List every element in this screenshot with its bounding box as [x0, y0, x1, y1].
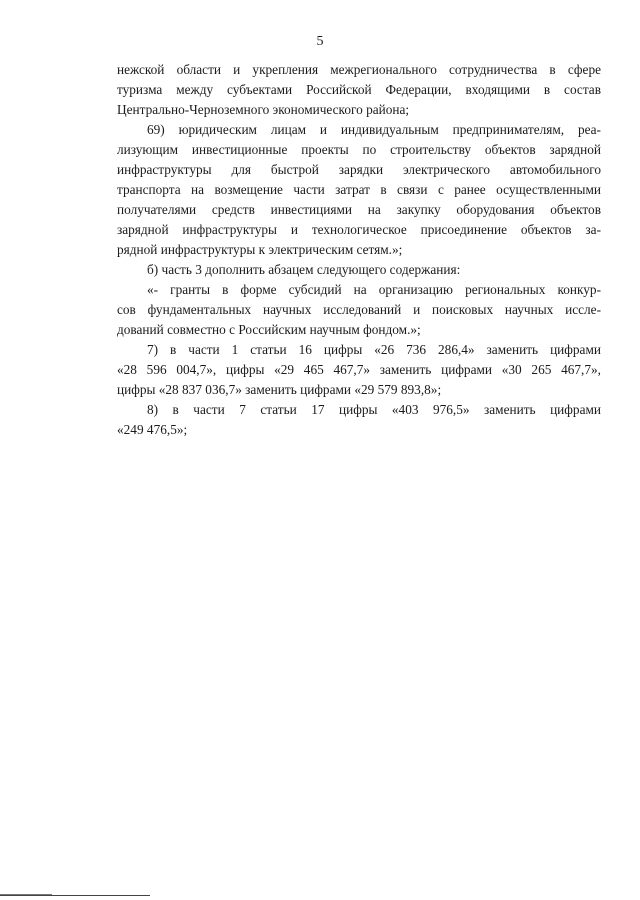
paragraph-item-b: [117, 260, 601, 280]
text-line: транспорта на возмещение части затрат в связи с ранее осуществленными: [117, 182, 601, 197]
text-line: получателями средств инвестициями на закупку оборудования объектов: [117, 202, 601, 217]
text-line: лизующим инвестиционные проекты по строительству объектов зарядной: [117, 142, 601, 157]
paragraph-continuation: [117, 60, 601, 120]
text-line: «28 596 004,7», цифры «29 465 467,7» заменить цифрами «30 265 467,7»,: [117, 362, 601, 377]
text-line: 8) в части 7 статьи 17 цифры «403 976,5» заменить цифрами: [147, 402, 601, 417]
text-line: цифры «28 837 036,7» заменить цифрами «29 579 893,8»;: [117, 382, 442, 397]
text-line: нежской области и укрепления межрегионального сотрудничества в сфере: [117, 62, 601, 77]
text-line: инфраструктуры для быстрой зарядки электрического автомобильного: [117, 162, 601, 177]
text-line: «249 476,5»;: [117, 422, 188, 437]
paragraph-item-7: [117, 340, 601, 400]
text-line: туризма между субъектами Российской Федерации, входящими в состав: [117, 82, 601, 97]
paragraph-grants-quote: [117, 280, 601, 340]
paragraph-item-8: [117, 400, 601, 440]
text-line: «- гранты в форме субсидий на организацию региональных конкур-: [147, 282, 601, 297]
paragraph-item-69: [117, 120, 601, 260]
text-line: Центрально-Черноземного экономического района;: [117, 102, 410, 117]
text-line: зарядной инфраструктуры и технологическое присоединение объектов за-: [117, 222, 601, 237]
text-line: сов фундаментальных научных исследований и поисковых научных иссле-: [117, 302, 601, 317]
text-line: рядной инфраструктуры к электрическим сетям.»;: [117, 242, 403, 257]
footer-rule: [0, 895, 150, 896]
text-line: б) часть 3 дополнить абзацем следующего содержания:: [147, 262, 461, 277]
document-body: [117, 60, 601, 440]
text-line: 69) юридическим лицам и индивидуальным предпринимателям, реа-: [147, 122, 601, 137]
page-number: 5: [316, 34, 324, 49]
text-line: дований совместно с Российским научным фондом.»;: [117, 322, 421, 337]
text-line: 7) в части 1 статьи 16 цифры «26 736 286,4» заменить цифрами: [147, 342, 601, 357]
